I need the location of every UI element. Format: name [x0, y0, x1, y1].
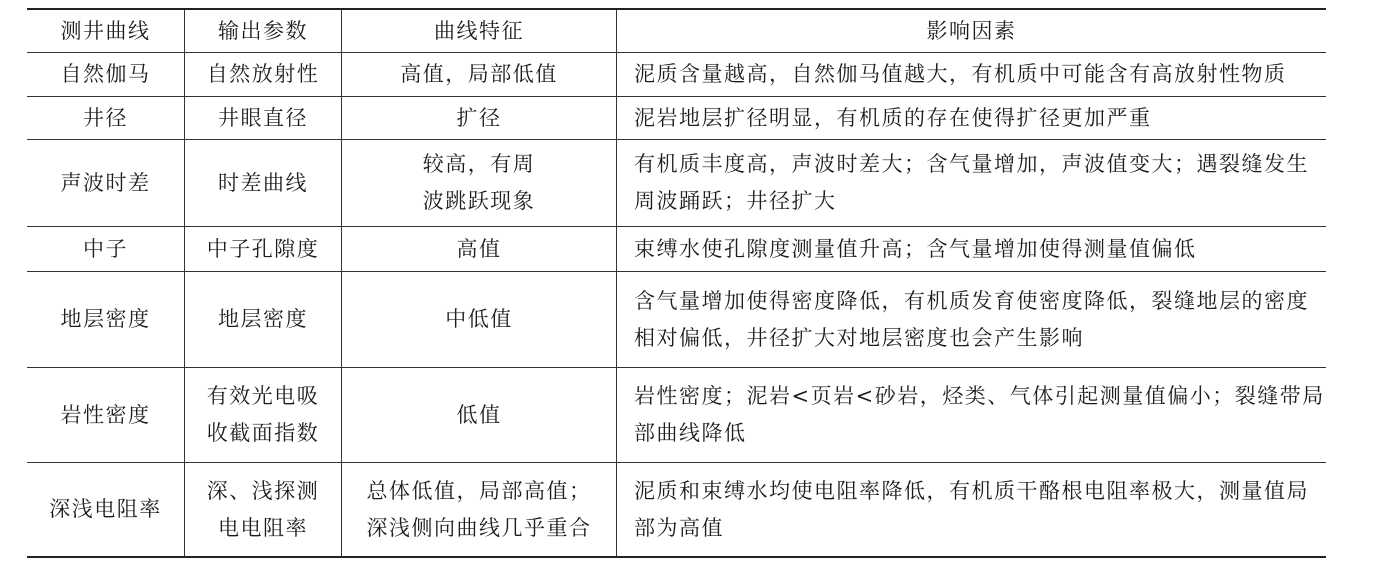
- cell-feature: [342, 53, 617, 96]
- cell-text-line: 电电阻率: [218, 515, 308, 540]
- cell-text-line: 扩径: [456, 105, 502, 130]
- cell-feature: [342, 368, 617, 462]
- cell-factors: [617, 97, 1326, 139]
- cell-text-line: 含气量增加使得密度降低，有机质发育使密度降低，裂缝地层的密度: [634, 288, 1309, 313]
- cell-output: [185, 227, 342, 271]
- cell-text-line: 时差曲线: [218, 170, 308, 195]
- cell-text-line: 深浅电阻率: [49, 497, 162, 521]
- header-text: 影响因素: [926, 18, 1017, 43]
- column-header-output: [185, 10, 342, 52]
- cell-text-line: 中低值: [445, 307, 513, 331]
- header-text: 输出参数: [218, 18, 308, 43]
- cell-output: [185, 272, 342, 367]
- cell-text-line: 泥岩地层扩径明显，有机质的存在使得扩径更加严重: [634, 105, 1152, 130]
- column-header-feature: [342, 10, 617, 52]
- cell-text-line: 井径: [83, 105, 128, 130]
- cell-text-line: 地层密度: [218, 307, 308, 331]
- cell-text-line: 自然伽马: [60, 62, 151, 86]
- cell-text-line: 较高，有周: [422, 152, 536, 176]
- cell-factors: [617, 272, 1326, 367]
- column-header-factors: [617, 10, 1326, 52]
- cell-text-line: 束缚水使孔隙度测量值升高；含气量增加使得测量值偏低: [634, 236, 1197, 261]
- cell-text-line: 井眼直径: [218, 105, 308, 130]
- cell-output: [185, 97, 342, 139]
- cell-curve: [27, 368, 185, 462]
- table-row: [27, 140, 1326, 227]
- cell-output: [185, 140, 342, 226]
- cell-text-line: 自然放射性: [206, 62, 320, 86]
- cell-text-line: 收截面指数: [206, 421, 320, 445]
- cell-factors: [617, 368, 1326, 462]
- cell-curve: [27, 97, 185, 139]
- cell-text-line: 有效光电吸: [206, 384, 320, 408]
- cell-text-line: 部曲线降低: [634, 421, 747, 445]
- cell-text-line: 声波时差: [60, 170, 151, 195]
- cell-text-line: 岩性密度；泥岩<页岩<砂岩，烃类、气体引起测量值偏小；裂缝带局: [634, 384, 1325, 408]
- cell-text-line: 有机质丰度高，声波时差大；含气量增加，声波值变大；遇裂缝发生: [634, 152, 1309, 176]
- table-row: [27, 227, 1326, 272]
- cell-text-line: 部为高值: [634, 515, 724, 540]
- cell-text-line: 高值，局部低值: [400, 62, 558, 86]
- cell-curve: [27, 227, 185, 271]
- cell-curve: [27, 272, 185, 367]
- cell-text-line: 深浅侧向曲线几乎重合: [366, 515, 592, 540]
- cell-curve: [27, 463, 185, 556]
- table-header-row: [27, 10, 1326, 53]
- cell-text-line: 周波踊跃；井径扩大: [634, 189, 837, 213]
- cell-factors: [617, 227, 1326, 271]
- cell-output: [185, 53, 342, 96]
- column-header-curve: [27, 10, 185, 52]
- cell-text-line: 岩性密度: [60, 402, 151, 427]
- cell-text-line: 低值: [456, 402, 502, 427]
- cell-factors: [617, 53, 1326, 96]
- cell-text-line: 相对偏低，井径扩大对地层密度也会产生影响: [634, 325, 1084, 350]
- table-row: [27, 368, 1326, 463]
- header-text: 测井曲线: [60, 18, 151, 43]
- logging-curves-table: [27, 8, 1326, 558]
- cell-text-line: 泥质含量越高，自然伽马值越大，有机质中可能含有高放射性物质: [634, 62, 1287, 86]
- cell-text-line: 总体低值，局部高值；: [366, 478, 592, 503]
- cell-feature: [342, 272, 617, 367]
- header-text: 曲线特征: [434, 18, 524, 43]
- cell-text-line: 中子孔隙度: [206, 236, 320, 261]
- table-row: [27, 53, 1326, 97]
- cell-text-line: 波跳跃现象: [422, 189, 536, 213]
- cell-text-line: 地层密度: [60, 307, 151, 331]
- cell-text-line: 中子: [83, 236, 128, 261]
- cell-curve: [27, 53, 185, 96]
- table-row: [27, 463, 1326, 556]
- cell-factors: [617, 140, 1326, 226]
- cell-output: [185, 463, 342, 556]
- cell-feature: [342, 97, 617, 139]
- table-row: [27, 272, 1326, 368]
- cell-feature: [342, 140, 617, 226]
- cell-factors: [617, 463, 1326, 556]
- cell-text-line: 深、浅探测: [206, 478, 320, 503]
- table-row: [27, 97, 1326, 140]
- cell-output: [185, 368, 342, 462]
- cell-text-line: 泥质和束缚水均使电阻率降低，有机质干酪根电阻率极大，测量值局: [634, 478, 1309, 503]
- cell-curve: [27, 140, 185, 226]
- cell-feature: [342, 463, 617, 556]
- cell-feature: [342, 227, 617, 271]
- cell-text-line: 高值: [456, 236, 502, 261]
